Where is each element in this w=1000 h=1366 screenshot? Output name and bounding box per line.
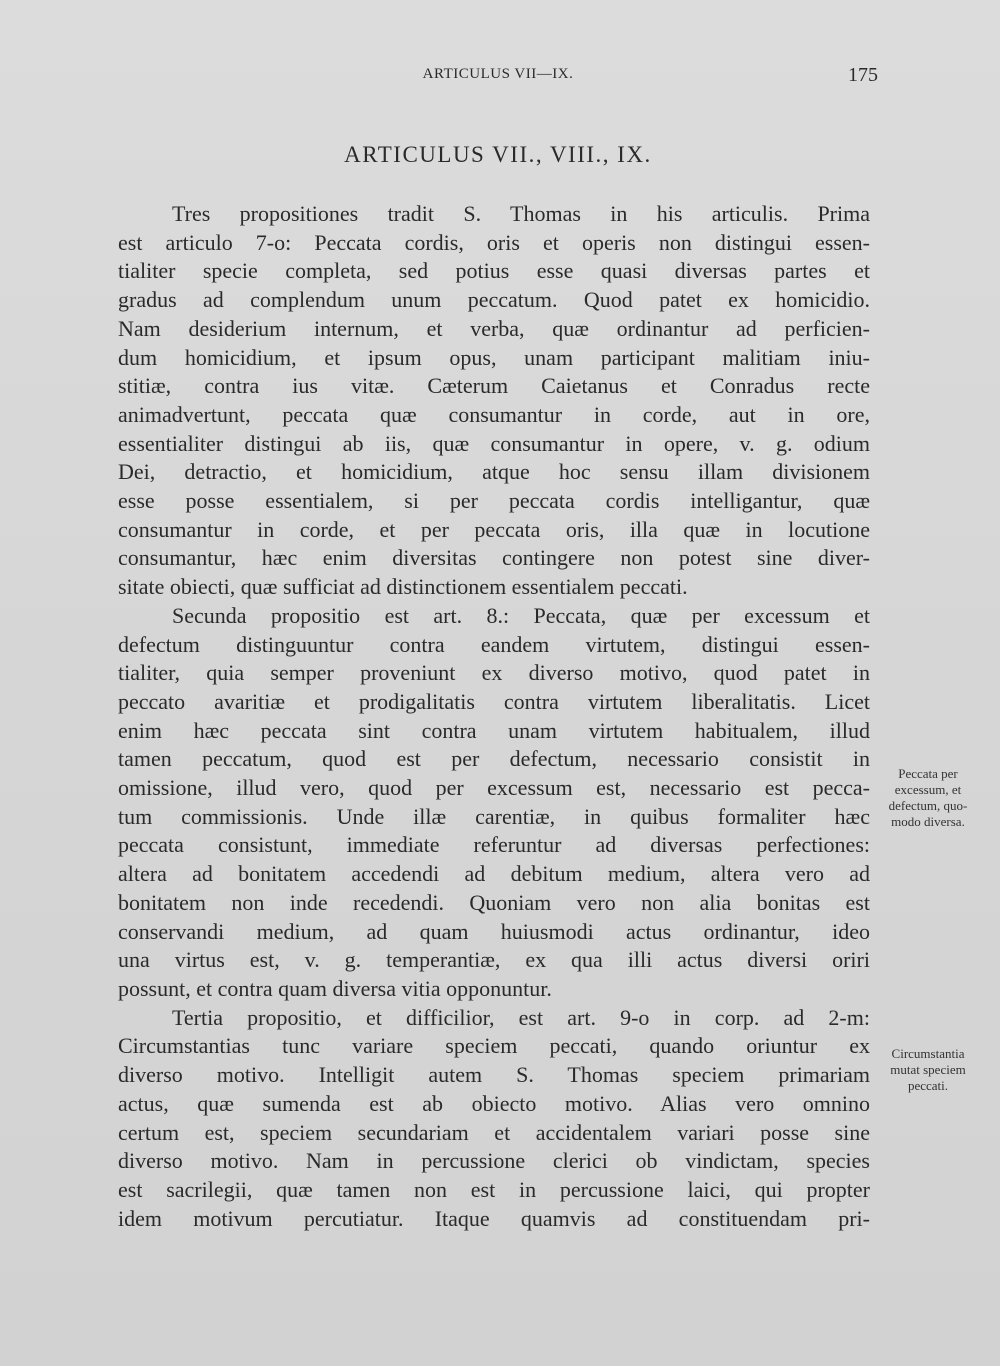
text-line: consumantur in corde, et per peccata oris, illa quæ in locutione (118, 516, 870, 542)
text-line: Tertia propositio, et difficilior, est art. 9-o in corp. ad 2-m: (172, 1004, 870, 1030)
text-line: diverso motivo. Nam in percussione clerici ob vindictam, species (118, 1148, 870, 1174)
margin-note-line: modo diversa. (891, 814, 965, 829)
body-text (118, 200, 870, 1233)
margin-note-line: peccati. (907, 1078, 949, 1093)
text-line: stitiæ, contra ius vitæ. Cæterum Caietanus et Conradus recte (118, 373, 870, 399)
margin-note (872, 1046, 984, 1094)
text-line: conservandi medium, ad quam huiusmodi actus ordinantur, ideo (118, 918, 870, 944)
running-head (118, 64, 878, 88)
text-line: Dei, detractio, et homicidium, atque hoc sensu illam divisionem (118, 459, 870, 485)
text-line: Nam desiderium internum, et verba, quæ ordinantur ad perficien- (118, 315, 870, 341)
text-line: est sacrilegii, quæ tamen non est in percussione laici, qui propter (118, 1176, 870, 1202)
text-line: actus, quæ sumenda est ab obiecto motivo. Alias vero omnino (118, 1090, 870, 1116)
text-line: Circumstantias tunc variare speciem peccati, quando oriuntur ex (118, 1033, 870, 1059)
text-line: sitate obiecti, quæ sufficiat ad distinctionem essentialem peccati. (118, 574, 688, 600)
text-line: diverso motivo. Intelligit autem S. Thomas speciem primariam (118, 1062, 870, 1088)
text-line: possunt, et contra quam diversa vitia opponuntur. (118, 975, 552, 1001)
text-line: dum homicidium, et ipsum opus, unam participant malitiam iniu- (118, 344, 870, 370)
text-line: essentialiter distingui ab iis, quæ consumantur in opere, v. g. odium (118, 430, 870, 456)
margin-note-line: Peccata per (898, 766, 958, 781)
margin-note-line: mutat speciem (890, 1062, 966, 1077)
text-line: defectum distinguuntur contra eandem virtutem, distingui essen- (118, 631, 870, 657)
margin-note-line: excessum, et (894, 782, 962, 797)
text-line: est articulo 7-o: Peccata cordis, oris et operis non distingui essen- (118, 229, 870, 255)
text-line: certum est, speciem secundariam et accidentalem variari posse sine (118, 1119, 870, 1145)
page-number: 175 (848, 64, 878, 86)
text-line: peccata consistunt, immediate referuntur ad diversas perfectiones: (118, 832, 870, 858)
text-line: tialiter, quia semper proveniunt ex diverso motivo, quod patet in (118, 660, 870, 686)
margin-note (872, 766, 984, 830)
article-heading: ARTICULUS VII., VIII., IX. (344, 142, 652, 167)
text-line: gradus ad complendum unum peccatum. Quod patet ex homicidio. (118, 287, 870, 313)
text-line: tum commissionis. Unde illæ carentiæ, in quibus formaliter hæc (118, 803, 870, 829)
text-line: una virtus est, v. g. temperantiæ, ex qua illi actus diversi oriri (118, 947, 870, 973)
margin-note-line: Circumstantia (891, 1046, 965, 1061)
text-line: animadvertunt, peccata quæ consumantur in corde, aut in ore, (118, 401, 870, 427)
text-line: peccato avaritiæ et prodigalitatis contra virtutem liberalitatis. Licet (118, 688, 870, 714)
running-head-title: ARTICULUS VII—IX. (422, 66, 574, 82)
text-line: Secunda propositio est art. 8.: Peccata, quæ per excessum et (172, 602, 870, 628)
text-line: bonitatem non inde recedendi. Quoniam vero non alia bonitas est (118, 889, 870, 915)
text-line: tamen peccatum, quod est per defectum, necessario consistit in (118, 746, 870, 772)
text-line: consumantur, hæc enim diversitas contingere non potest sine diver- (118, 545, 870, 571)
text-line: tialiter specie completa, sed potius esse quasi diversas partes et (118, 258, 870, 284)
margin-note-line: defectum, quo- (888, 798, 968, 813)
text-line: esse posse essentialem, si per peccata cordis intelligantur, quæ (118, 488, 870, 514)
text-line: omissione, illud vero, quod per excessum est, necessario est pecca- (118, 775, 870, 801)
text-line: enim hæc peccata sint contra unam virtutem habitualem, illud (118, 717, 870, 743)
text-line: idem motivum percutiatur. Itaque quamvis ad constituendam pri- (118, 1205, 870, 1231)
text-line: Tres propositiones tradit S. Thomas in his articulis. Prima (172, 201, 870, 226)
text-line: altera ad bonitatem accedendi ad debitum medium, altera vero ad (118, 861, 870, 887)
